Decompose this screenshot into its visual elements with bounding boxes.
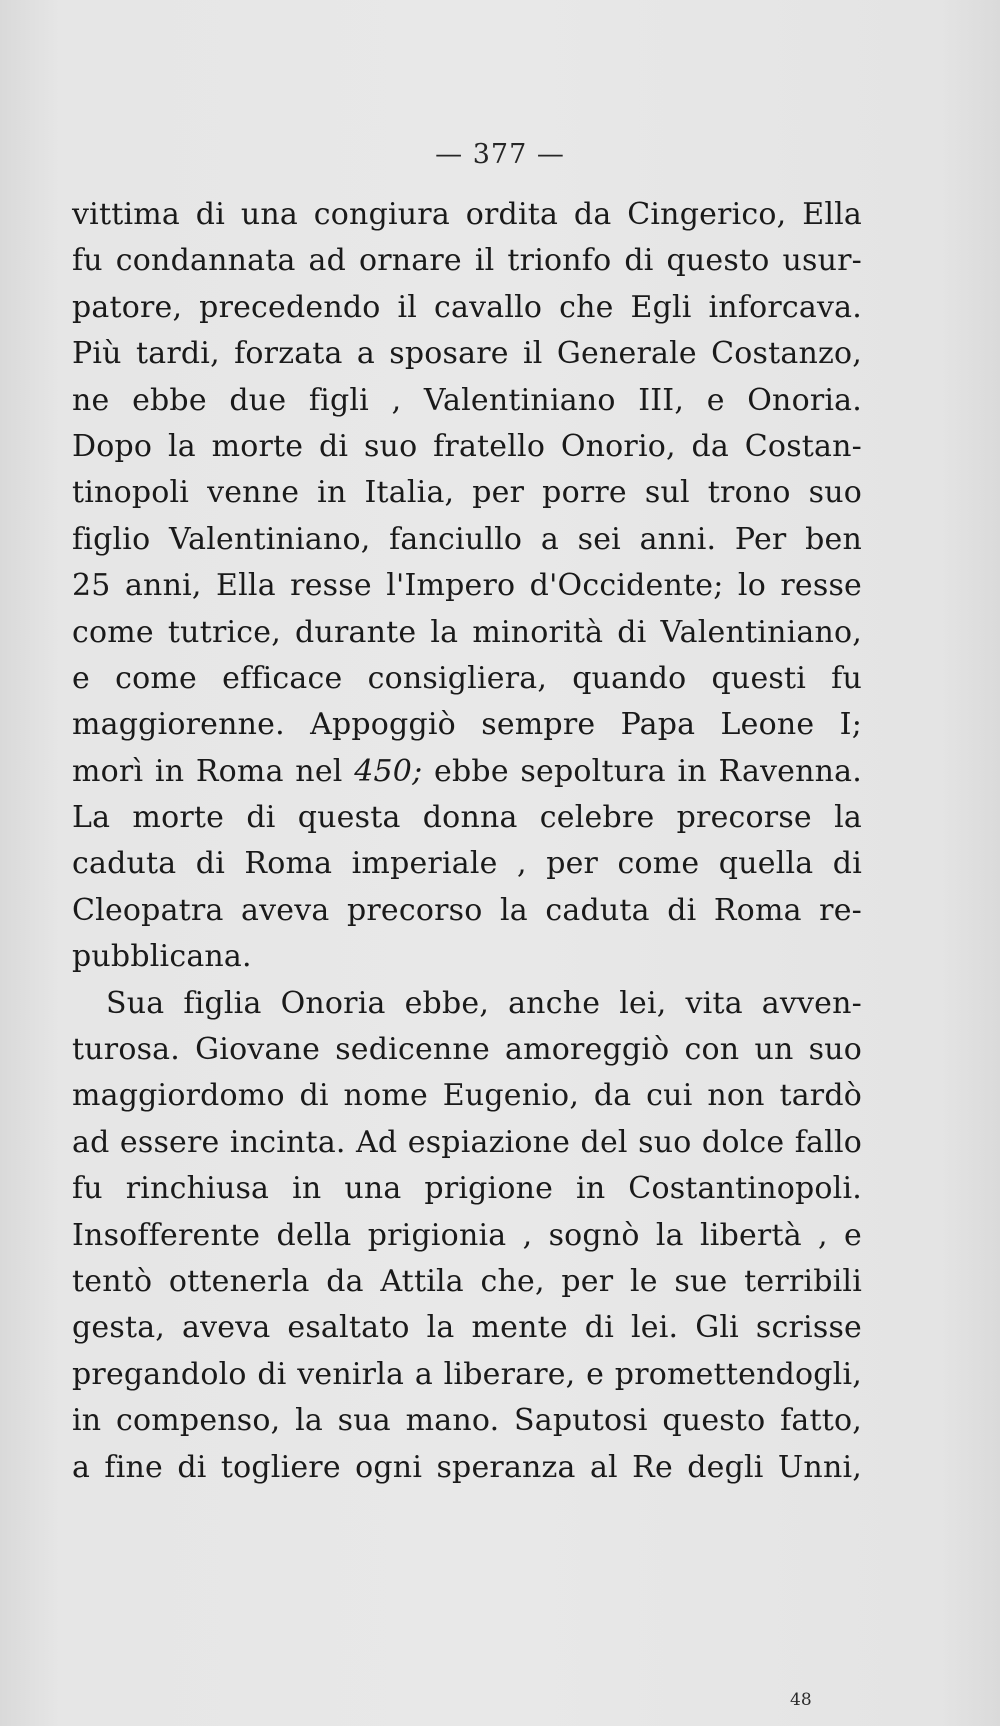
text-line: gesta, aveva esaltato la mente di lei. Gli scrisse (72, 1310, 862, 1346)
text-line: in compenso, la sua mano. Saputosi questo fatto, (72, 1403, 862, 1439)
text-line: e come efficace consigliera, quando questi fu (72, 660, 862, 696)
text-line: vittima di una congiura ordita da Cingerico, Ella (72, 197, 862, 232)
text-line: a fine di togliere ogni speranza al Re degli Unni, (72, 1449, 862, 1485)
text-line-paragraph-start: Sua figlia Onoria ebbe, anche lei, vita avven- (106, 985, 862, 1021)
text-line: caduta di Roma imperiale , per come quella di (72, 846, 862, 882)
death-year: 450; (354, 753, 423, 789)
signature-mark: 48 (790, 1690, 812, 1710)
text-line: Più tardi, forzata a sposare il Generale Costanzo, (72, 336, 862, 372)
text-line: maggiordomo di nome Eugenio, da cui non tardò (72, 1078, 862, 1114)
text-line: fu rinchiusa in una prigione in Costantinopoli. (72, 1171, 862, 1207)
text-line: figlio Valentiniano, fanciullo a sei anni. Per ben (72, 521, 862, 557)
text-line: maggiorenne. Appoggiò sempre Papa Leone I; (72, 707, 862, 743)
text-line: come tutrice, durante la minorità di Valentiniano, (72, 614, 862, 650)
text-line: fu condannata ad ornare il trionfo di questo usur- (72, 243, 862, 279)
text-line: tentò ottenerla da Attila che, per le sue terribili (72, 1263, 862, 1299)
text-line: Dopo la morte di suo fratello Onorio, da Costan- (72, 428, 862, 464)
text-line: 25 anni, Ella resse l'Impero d'Occidente; lo resse (72, 568, 862, 604)
text-line: Cleopatra aveva precorso la caduta di Roma re- (72, 892, 862, 928)
text-line: La morte di questa donna celebre precorse la (72, 800, 862, 836)
text-line: pregandolo di venirla a liberare, e promettendogli, (72, 1356, 862, 1392)
death-text-after: ebbe sepoltura in Ravenna. (422, 753, 862, 789)
death-text-before: morì in Roma nel (72, 753, 355, 789)
text-line: ne ebbe due figli , Valentiniano III, e Onoria. (72, 382, 862, 418)
body-text (72, 192, 862, 1491)
text-line: turosa. Giovane sedicenne amoreggiò con un suo (72, 1032, 862, 1068)
text-line-paragraph-end: pubblicana. (72, 939, 252, 975)
page-number: — 377 — (435, 139, 565, 170)
text-line: Insofferente della prigionia , sognò la libertà , e (72, 1217, 862, 1253)
text-line: ad essere incinta. Ad espiazione del suo dolce fallo (72, 1124, 862, 1160)
text-line-death (72, 749, 862, 795)
text-line: patore, precedendo il cavallo che Egli inforcava. (72, 289, 862, 325)
text-line: tinopoli venne in Italia, per porre sul trono suo (72, 475, 862, 511)
